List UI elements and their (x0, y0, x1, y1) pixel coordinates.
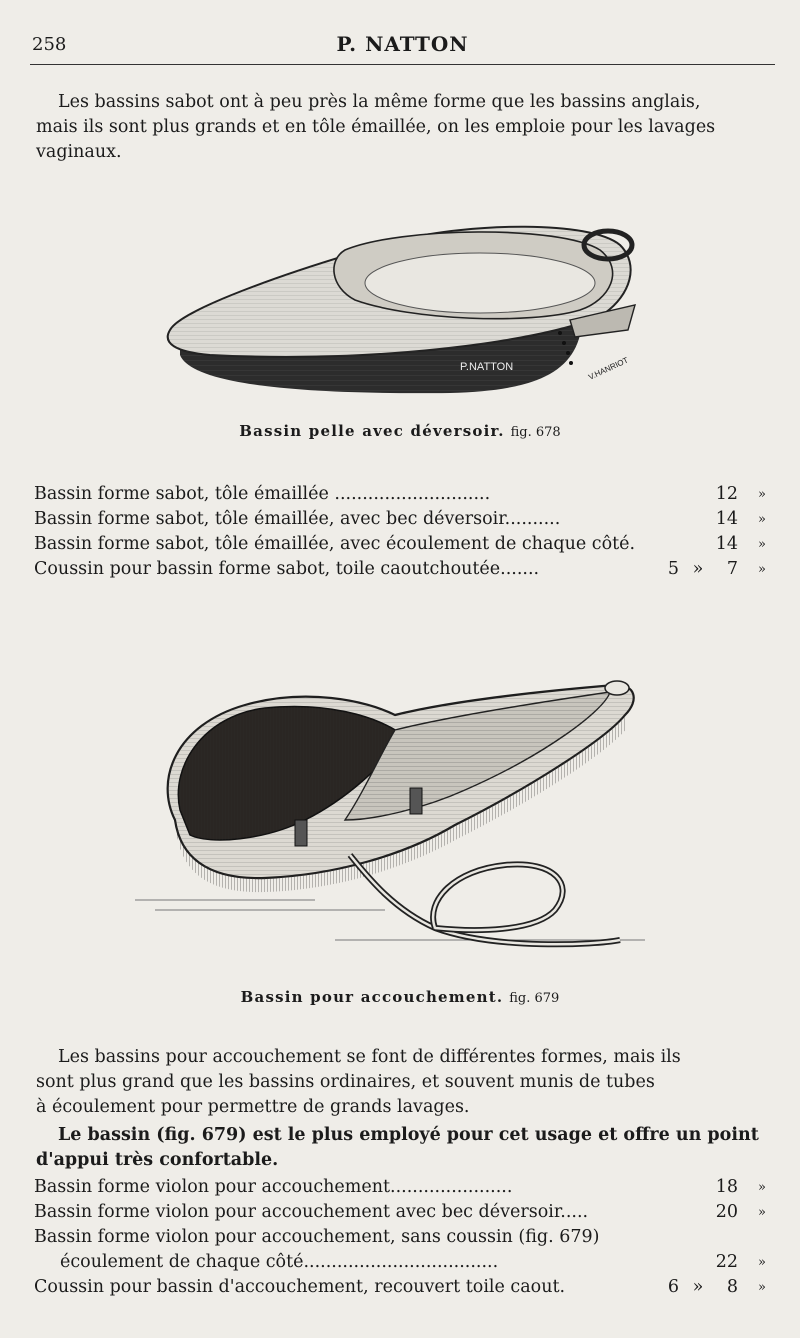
item-description: Coussin pour bassin d'accouchement, recouvert toile caout. (34, 1277, 566, 1297)
caption-title: Bassin pour accouchement. (240, 988, 504, 1006)
price-row (34, 1225, 774, 1250)
page-header (30, 30, 775, 65)
figure-679-caption (0, 988, 800, 1006)
item-description: Bassin forme violon pour accouchement...................... (34, 1177, 513, 1197)
price-decimal: » (758, 487, 766, 502)
paragraph-line: Le bassin (fig. 679) est le plus employé pour cet usage et offre un point (58, 1125, 759, 1145)
accouchement-paragraph (36, 1045, 766, 1120)
price-row (34, 557, 774, 582)
intro-paragraph (36, 90, 766, 165)
fig-679-paragraph (36, 1123, 766, 1173)
price-row (34, 532, 774, 557)
intro-line: vaginaux. (36, 142, 122, 162)
price-1: 5 (667, 559, 679, 579)
caption-fig-number: fig. 679 (509, 991, 560, 1006)
bedpan-spout-illustration (150, 215, 650, 405)
price-decimal: » (758, 1180, 766, 1195)
paragraph-line: d'appui très confortable. (36, 1150, 279, 1170)
price-2: 12 (715, 484, 738, 504)
price-decimal: » (758, 562, 766, 577)
page-number: 258 (32, 34, 67, 55)
price-list-sabot (34, 482, 774, 582)
price-2: 7 (726, 559, 738, 579)
figure-678-caption (0, 422, 800, 440)
price-row (34, 1250, 774, 1275)
price-2: 22 (715, 1252, 738, 1272)
intro-line: Les bassins sabot ont à peu près la même forme que les bassins anglais, (58, 92, 701, 112)
paragraph-line: Les bassins pour accouchement se font de différentes formes, mais ils (58, 1047, 681, 1067)
price-decimal: » (758, 537, 766, 552)
price-decimal: » (758, 512, 766, 527)
price-decimal: » (758, 1255, 766, 1270)
price-2: 14 (715, 509, 738, 529)
item-description: Bassin forme sabot, tôle émaillée, avec écoulement de chaque côté. (34, 534, 636, 554)
price-row (34, 507, 774, 532)
caption-fig-number: fig. 678 (510, 425, 561, 440)
price-sep: » (692, 559, 704, 579)
item-description: Bassin forme violon pour accouchement, sans coussin (fig. 679) (34, 1227, 600, 1247)
running-head: P. NATTON (336, 32, 469, 56)
item-description: Bassin forme sabot, tôle émaillée, avec bec déversoir.......... (34, 509, 561, 529)
engraved-brand: P.NATTON (460, 361, 514, 373)
violin-bedpan-illustration (135, 670, 655, 970)
intro-line: mais ils sont plus grands et en tôle émaillée, on les emploie pour les lavages (36, 117, 716, 137)
price-row (34, 1175, 774, 1200)
item-description: Coussin pour bassin forme sabot, toile caoutchoutée....... (34, 559, 540, 579)
paragraph-line: à écoulement pour permettre de grands lavages. (36, 1097, 470, 1117)
item-description: écoulement de chaque côté................................... (60, 1252, 499, 1272)
paragraph-line: sont plus grand que les bassins ordinaires, et souvent munis de tubes (36, 1072, 655, 1092)
price-2: 8 (726, 1277, 738, 1297)
item-description: Bassin forme sabot, tôle émaillée ............................ (34, 484, 491, 504)
item-description: Bassin forme violon pour accouchement avec bec déversoir..... (34, 1202, 589, 1222)
price-1: 6 (667, 1277, 679, 1297)
price-2: 14 (715, 534, 738, 554)
price-row (34, 1275, 774, 1300)
caption-title: Bassin pelle avec déversoir. (239, 422, 505, 440)
price-list-violon (34, 1175, 774, 1300)
price-sep: » (692, 1277, 704, 1297)
price-decimal: » (758, 1205, 766, 1220)
price-row (34, 1200, 774, 1225)
price-row (34, 482, 774, 507)
price-decimal: » (758, 1280, 766, 1295)
price-2: 20 (715, 1202, 738, 1222)
price-2: 18 (715, 1177, 738, 1197)
engraver-signature: V.HANRIOT (587, 355, 630, 382)
